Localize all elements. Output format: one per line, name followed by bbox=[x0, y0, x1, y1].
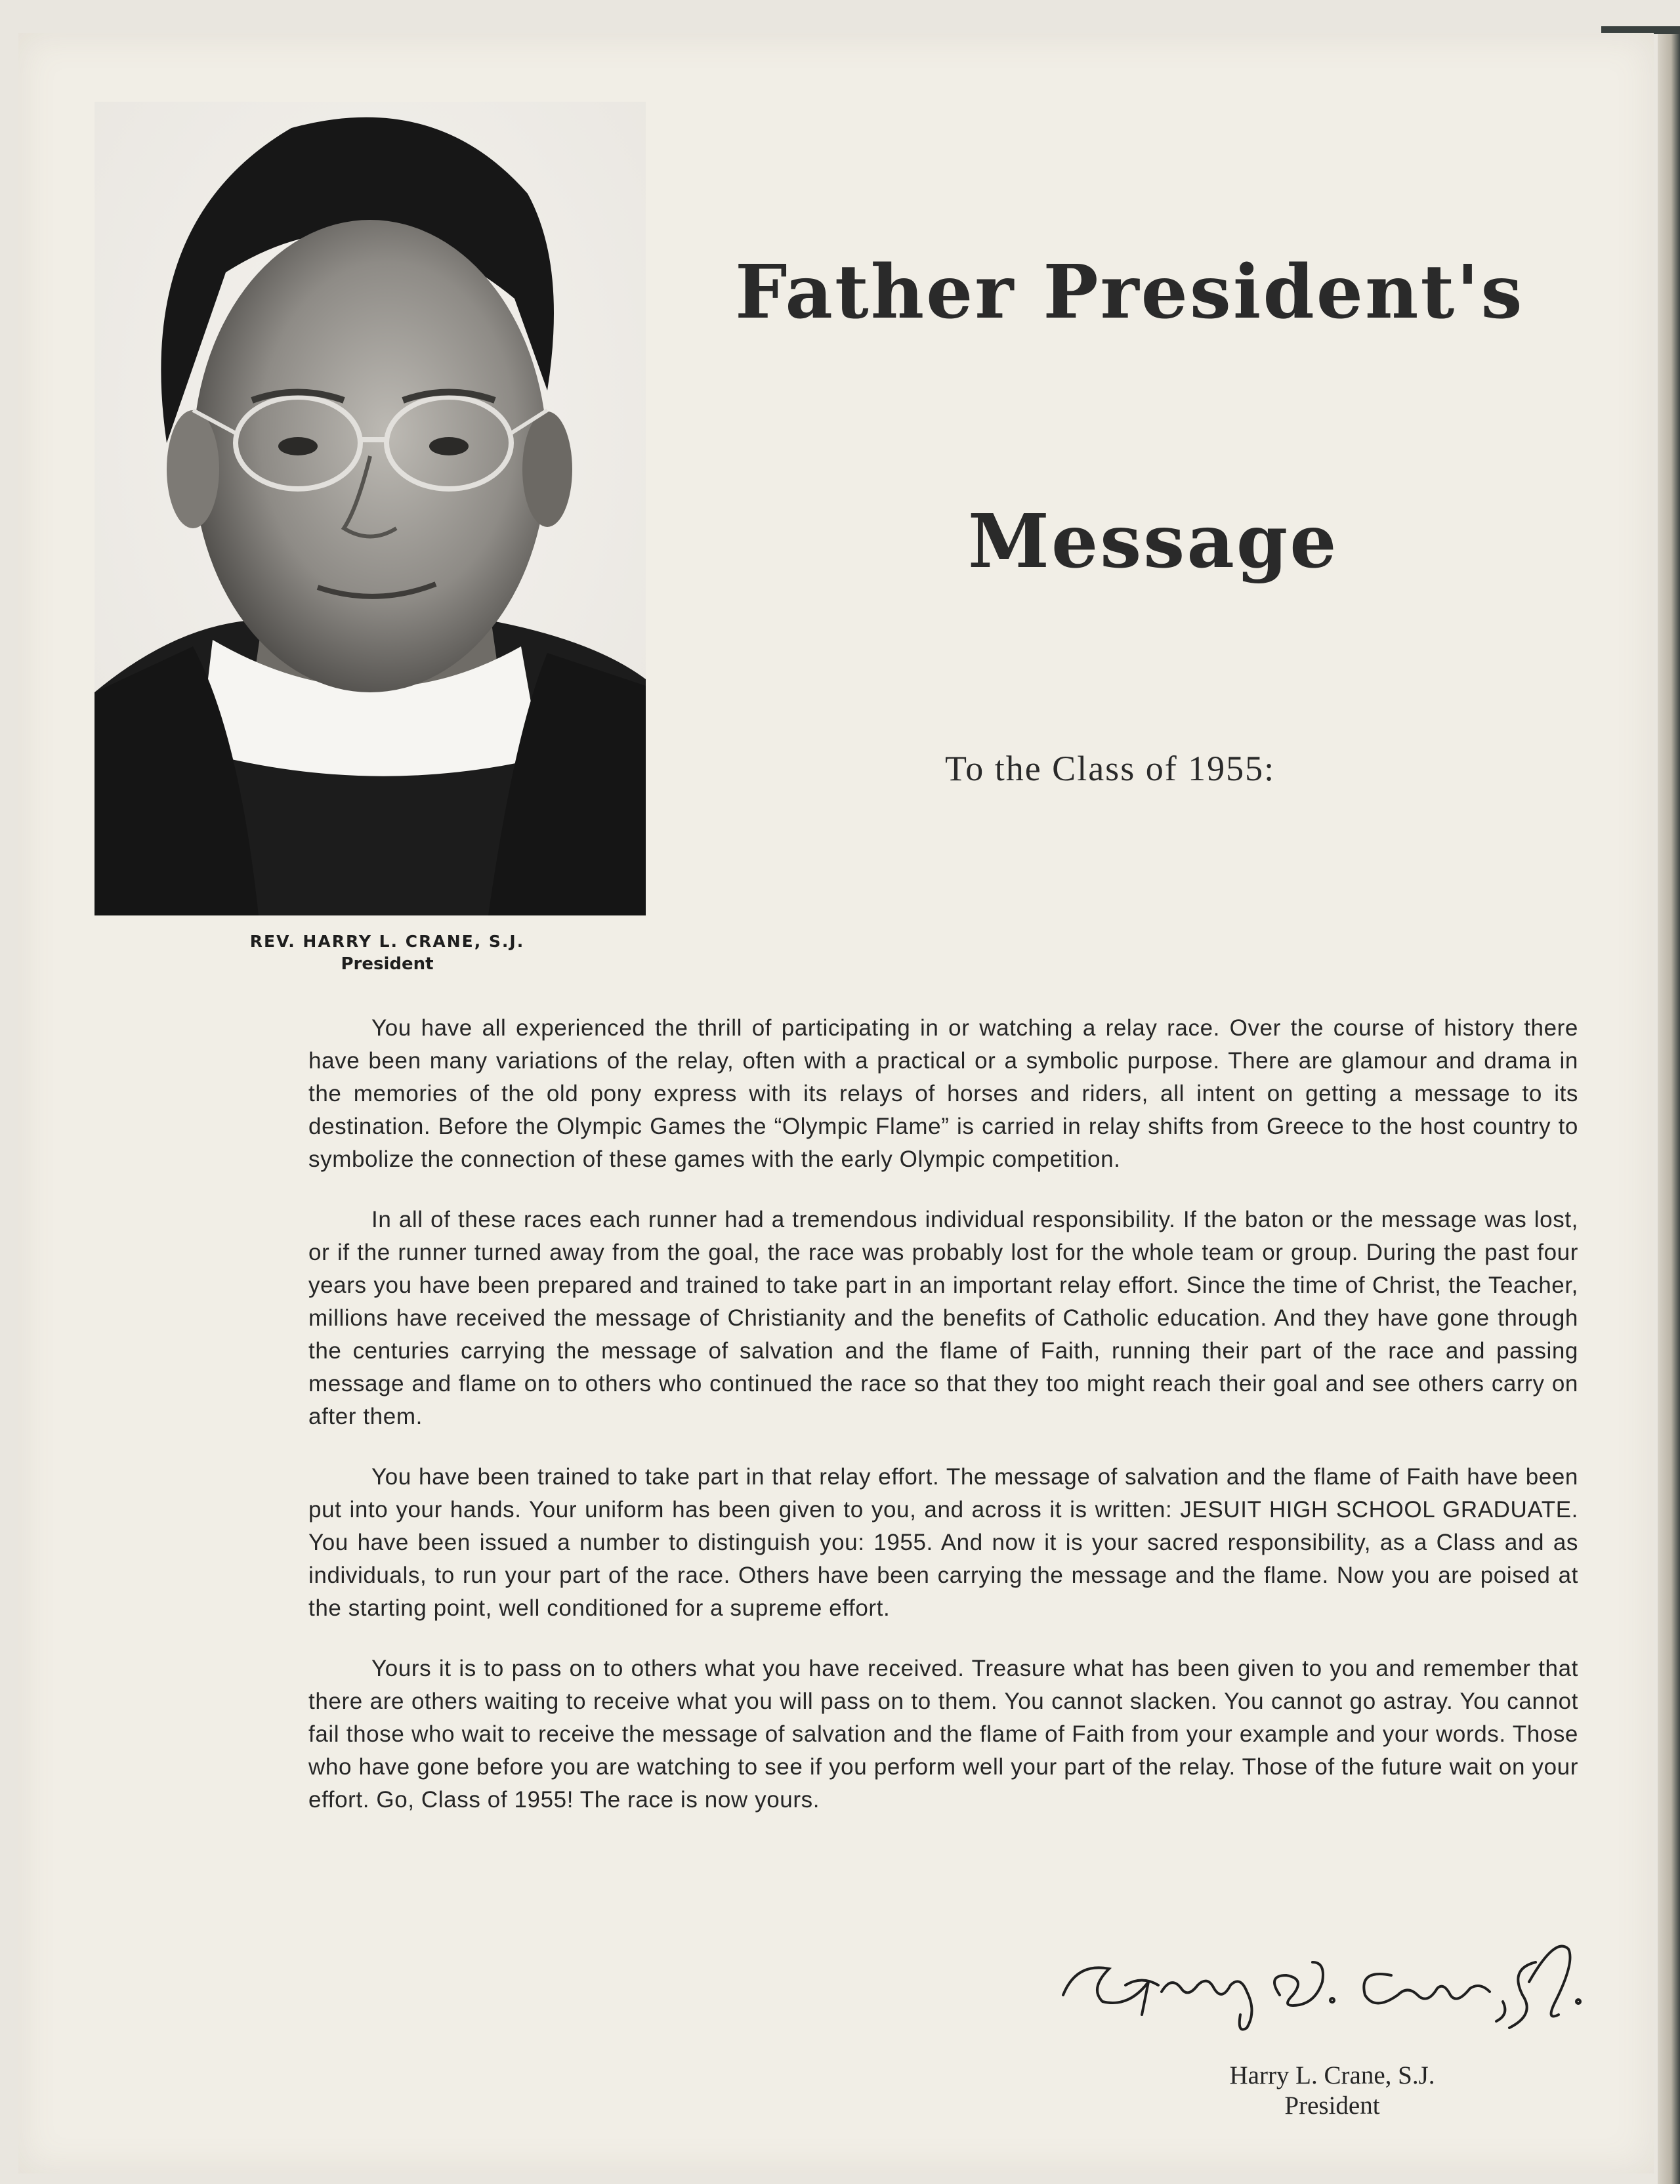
signoff-name: Harry L. Crane, S.J. bbox=[1229, 2061, 1435, 2090]
signoff-role: President bbox=[1284, 2091, 1380, 2120]
binding-edge bbox=[1658, 26, 1680, 2184]
salutation: To the Class of 1955: bbox=[945, 749, 1276, 788]
page-title-line2: Message bbox=[968, 499, 1339, 585]
caption-role: President bbox=[341, 954, 434, 974]
signoff-block bbox=[1194, 2061, 1470, 2121]
handwritten-signature bbox=[1050, 1923, 1588, 2034]
letter-paragraph-3: You have been trained to take part in that relay effort. The message of salvation and the flame of Faith have been put into your hands. Your uniform has been given to you, and across it is written: JESUIT HIGH SCHOOL GRADUATE. You have been issued a number to distinguish you: 1955. And now it is your sacred responsibility, as a Class and as individuals, to run your part of the race. Others have been carrying the message and the flame. Now you are poised at the starting point, well conditioned for a supreme effort. bbox=[308, 1464, 1578, 1621]
photo-caption bbox=[190, 931, 584, 975]
page-title-line1: Father President's bbox=[735, 249, 1524, 335]
letter-paragraph-1: You have all experienced the thrill of participating in or watching a relay race. Over the course of history there have been many variations of the relay, often with a practical or a symbolic purpose. There are glamour and drama in the memories of the old pony express with its relays of horses and riders, all intent on getting a message to its destination. Before the Olympic Games the “Olympic Flame” is carried in relay shifts from Greece to the host country to symbolize the connection of these games with the early Olympic competition. bbox=[308, 1015, 1578, 1172]
letter-paragraph-2: In all of these races each runner had a tremendous individual responsibility. If the baton or the message was lost, or if the runner turned away from the goal, the race was probably lost for the whole team or group. During the past four years you have been prepared and trained to take part in an important relay effort. Since the time of Christ, the Teacher, millions have received the message of Christianity and the benefits of Catholic education. And they have gone through the centuries carrying the message of salvation and the flame of Faith, running their part of the race and passing message and flame on to others who continued the race so that they too might reach their goal and see others carry on after them. bbox=[308, 1207, 1578, 1429]
caption-name: REV. HARRY L. CRANE, S.J. bbox=[249, 932, 525, 951]
letter-paragraph-4: Yours it is to pass on to others what you have received. Treasure what has been given to you and remember that there are others waiting to receive what you will pass on to them. You cannot slacken. You cannot go astray. You cannot fail those who wait to receive the message of salvation and the flame of Faith from your example and your words. Those who have gone before you are watching to see if you perform well your part of the relay. Those of the future wait on your effort. Go, Class of 1955! The race is now yours. bbox=[308, 1656, 1578, 1813]
letter-body bbox=[308, 1012, 1578, 1844]
portrait-photo bbox=[94, 102, 646, 915]
